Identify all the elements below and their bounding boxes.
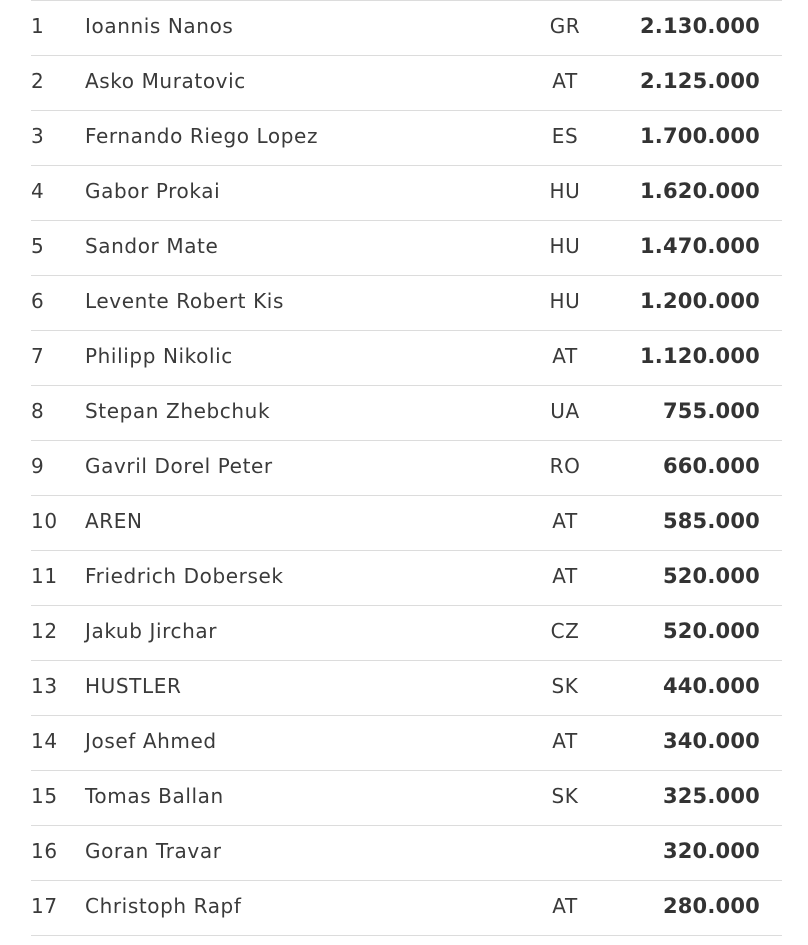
country-code-cell: SK bbox=[551, 784, 579, 808]
player-name-cell: Gabor Prokai bbox=[85, 179, 221, 203]
country-code-cell: SK bbox=[551, 674, 579, 698]
player-name-cell: AREN bbox=[85, 509, 143, 533]
player-name-cell: Fernando Riego Lopez bbox=[85, 124, 319, 148]
table-row bbox=[31, 55, 782, 110]
rank-cell: 3 bbox=[31, 124, 45, 148]
country-code-cell: AT bbox=[552, 344, 578, 368]
country-code-cell: AT bbox=[552, 894, 578, 918]
amount-cell: 1.470.000 bbox=[639, 234, 760, 258]
rank-cell: 10 bbox=[31, 509, 58, 533]
player-name-cell: Ioannis Nanos bbox=[85, 14, 234, 38]
table-row bbox=[31, 440, 782, 495]
player-name-cell: Gavril Dorel Peter bbox=[85, 454, 273, 478]
country-code-cell: AT bbox=[552, 509, 578, 533]
table-row bbox=[31, 0, 782, 55]
amount-cell: 440.000 bbox=[662, 674, 760, 698]
country-code-cell: GR bbox=[549, 14, 581, 38]
rank-cell: 17 bbox=[31, 894, 58, 918]
player-name-cell: Goran Travar bbox=[85, 839, 222, 863]
country-code-cell: AT bbox=[552, 69, 578, 93]
player-name-cell: Jakub Jirchar bbox=[85, 619, 218, 643]
amount-cell: 2.125.000 bbox=[639, 69, 760, 93]
country-code-cell: RO bbox=[549, 454, 581, 478]
country-code-cell: AT bbox=[552, 564, 578, 588]
country-code-cell: AT bbox=[552, 729, 578, 753]
amount-cell: 520.000 bbox=[662, 564, 760, 588]
player-name-cell: Levente Robert Kis bbox=[85, 289, 284, 313]
country-code-cell: HU bbox=[549, 179, 581, 203]
rank-cell: 12 bbox=[31, 619, 58, 643]
rank-cell: 2 bbox=[31, 69, 45, 93]
amount-cell: 325.000 bbox=[662, 784, 760, 808]
country-code-cell: UA bbox=[550, 399, 580, 423]
player-name-cell: Friedrich Dobersek bbox=[85, 564, 284, 588]
amount-cell: 2.130.000 bbox=[639, 14, 760, 38]
amount-cell: 520.000 bbox=[662, 619, 760, 643]
table-row bbox=[31, 660, 782, 715]
rank-cell: 13 bbox=[31, 674, 58, 698]
rank-cell: 7 bbox=[31, 344, 45, 368]
table-row bbox=[31, 770, 782, 825]
amount-cell: 280.000 bbox=[662, 894, 760, 918]
amount-cell: 660.000 bbox=[662, 454, 760, 478]
amount-cell: 320.000 bbox=[662, 839, 760, 863]
rank-cell: 9 bbox=[31, 454, 45, 478]
country-code-cell: HU bbox=[549, 234, 581, 258]
amount-cell: 755.000 bbox=[662, 399, 760, 423]
player-name-cell: Tomas Ballan bbox=[85, 784, 224, 808]
rank-cell: 15 bbox=[31, 784, 58, 808]
table-row bbox=[31, 110, 782, 165]
player-name-cell: Christoph Rapf bbox=[85, 894, 242, 918]
amount-cell: 1.120.000 bbox=[639, 344, 760, 368]
table-row bbox=[31, 275, 782, 330]
rank-cell: 4 bbox=[31, 179, 45, 203]
table-row bbox=[31, 825, 782, 880]
country-code-cell: CZ bbox=[550, 619, 580, 643]
rank-cell: 6 bbox=[31, 289, 45, 313]
player-name-cell: HUSTLER bbox=[85, 674, 182, 698]
amount-cell: 585.000 bbox=[662, 509, 760, 533]
rank-cell: 16 bbox=[31, 839, 58, 863]
player-name-cell: Asko Muratovic bbox=[85, 69, 246, 93]
rank-cell: 8 bbox=[31, 399, 45, 423]
rank-cell: 1 bbox=[31, 14, 45, 38]
table-row bbox=[31, 165, 782, 220]
rank-cell: 14 bbox=[31, 729, 58, 753]
table-row bbox=[31, 550, 782, 605]
player-name-cell: Sandor Mate bbox=[85, 234, 219, 258]
player-name-cell: Josef Ahmed bbox=[85, 729, 217, 753]
rank-cell: 11 bbox=[31, 564, 58, 588]
amount-cell: 1.620.000 bbox=[639, 179, 760, 203]
player-name-cell: Stepan Zhebchuk bbox=[85, 399, 271, 423]
amount-cell: 340.000 bbox=[662, 729, 760, 753]
country-code-cell: ES bbox=[551, 124, 579, 148]
table-row bbox=[31, 715, 782, 770]
leaderboard-table bbox=[31, 0, 782, 936]
table-row bbox=[31, 330, 782, 385]
amount-cell: 1.200.000 bbox=[639, 289, 760, 313]
player-name-cell: Philipp Nikolic bbox=[85, 344, 233, 368]
table-row bbox=[31, 880, 782, 936]
table-row bbox=[31, 495, 782, 550]
table-row bbox=[31, 605, 782, 660]
table-row bbox=[31, 385, 782, 440]
table-row bbox=[31, 220, 782, 275]
country-code-cell: HU bbox=[549, 289, 581, 313]
amount-cell: 1.700.000 bbox=[639, 124, 760, 148]
rank-cell: 5 bbox=[31, 234, 45, 258]
